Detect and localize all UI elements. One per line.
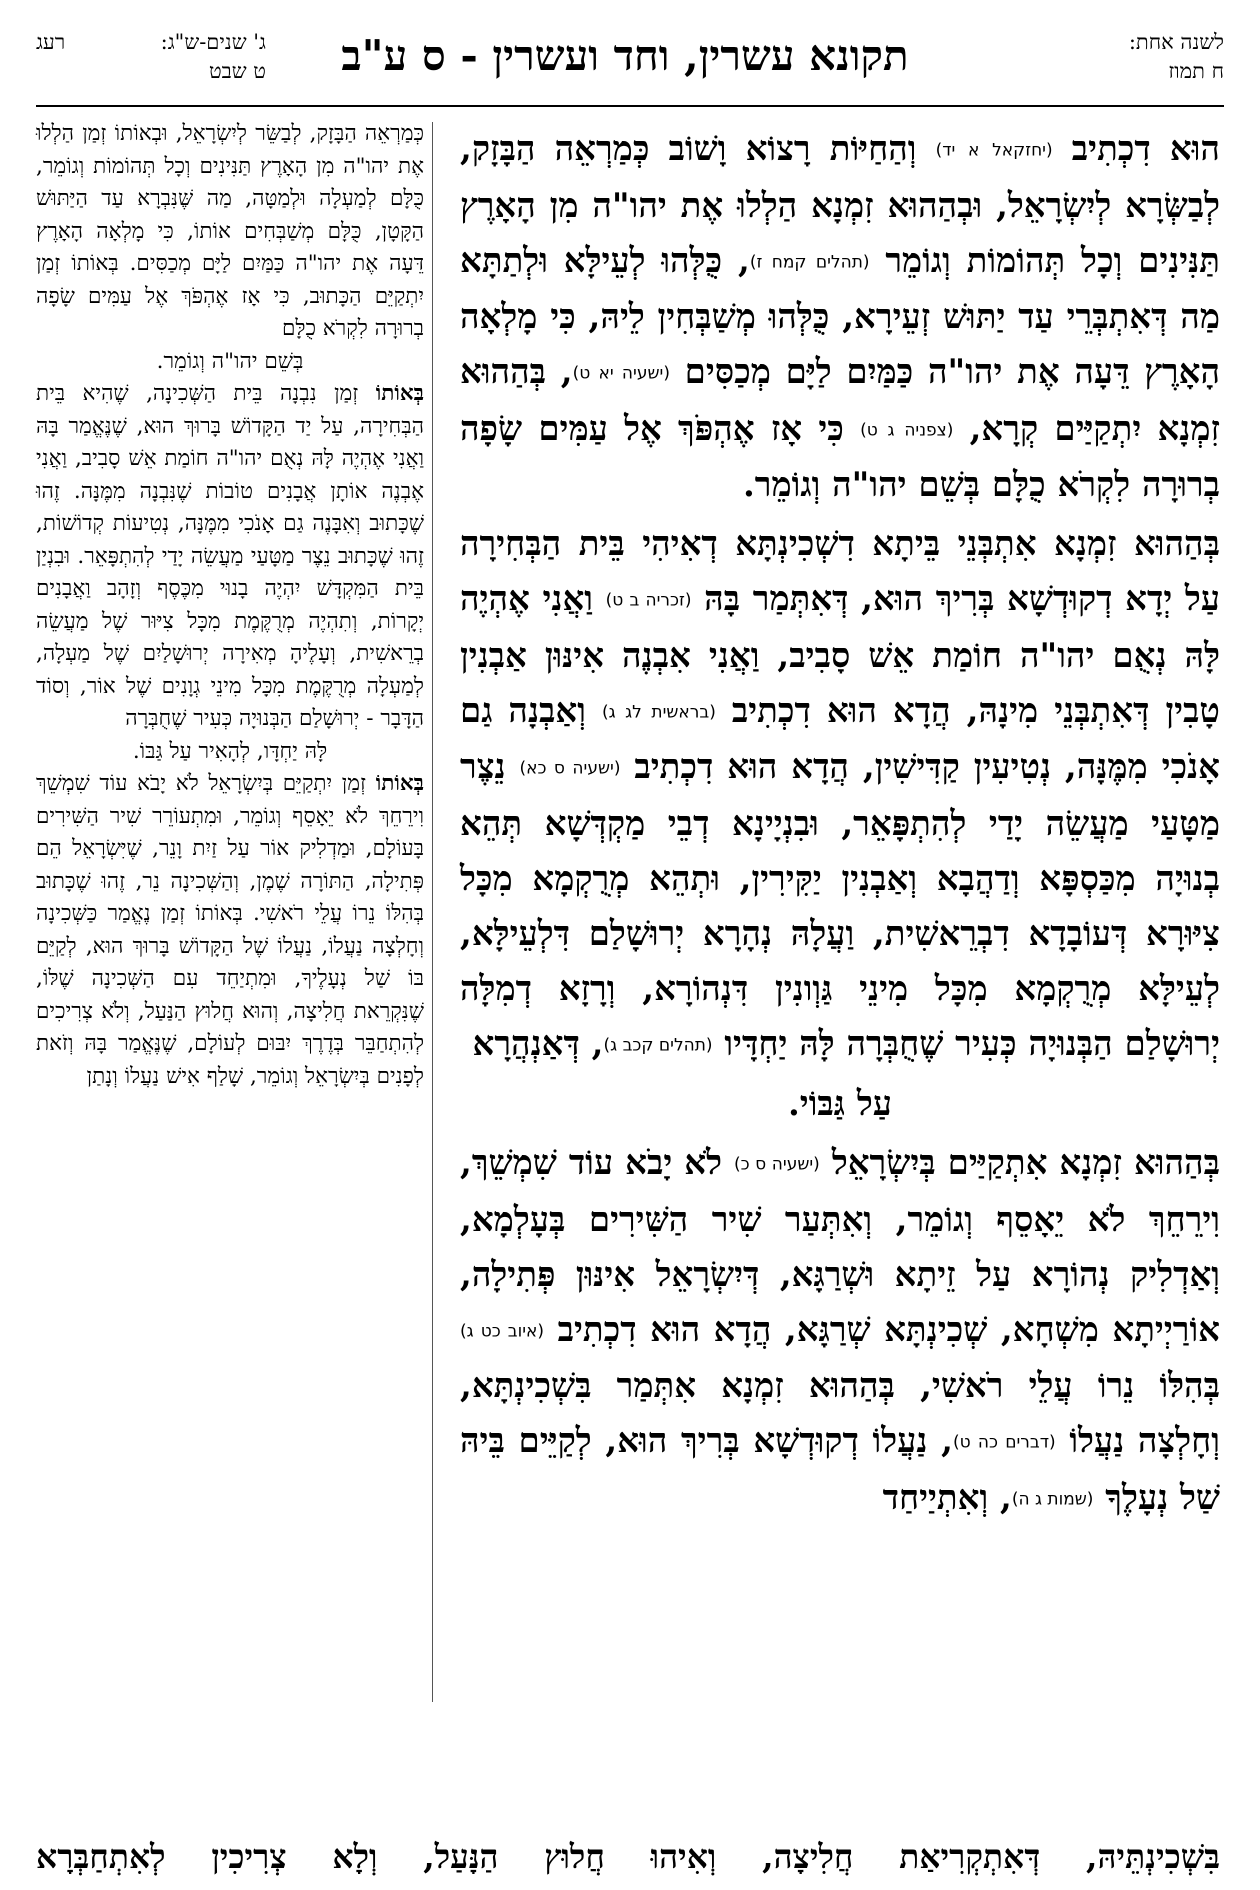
source-citation: (ישעיה יא ט) (572, 363, 670, 384)
one-year-cycle-date: ח תמוז (1168, 59, 1224, 83)
source-citation: (ישעיה ס כ) (734, 1154, 820, 1175)
header-divider (36, 105, 1224, 107)
translation-paragraph-2: בְּאוֹתוֹ זְמַן נִבְנָה בֵּית הַשְּׁכִינָה, שֶׁהִיא בֵּית הַבְּחִירָה, עַל יַד הַקָּדוֹשׁ בָּרוּךְ הוּא, שֶׁנֶּאֱמַר בָּהּ וַאֲנִי אֶהְיֶה לָּהּ נְאֻם יהו"ה חוֹמַת אֵשׁ סָבִיב, וַאֲנִי אֶבְנֶה אוֹתָן אֲבָנִים טוֹבוֹת שֶׁנִּבְנָה מִמֶּנָּה. זֶהוּ שֶׁכָּתוּב וְאִבָּנֶה גַם אָנֹכִי מִמֶּנָּה, נְטִיעוֹת קְדוֹשׁוֹת, זֶהוּ שֶׁכָּתוּב נֵצֶר מַטָּעַי מַעֲשֵׂה יָדַי לְהִתְפָּאֵר. וּבִנְיַן בֵּית הַמִּקְדָּשׁ יִהְיֶה בָנוּי מִכֶּסֶף וְזָהָב וַאֲבָנִים יְקָרוֹת, וְתִהְיֶה מְרֻקֶּמֶת מִכָּל צִיּוּר שֶׁל מַעֲשֵׂה בְרֵאשִׁית, וְעָלֶיהָ מְאִירָה יְרוּשָׁלַיִם שֶׁל מַעְלָה, לְמַעְלָה מְרֻקֶּמֶת מִכָּל מִינֵי גְוָנִים שֶׁל אוֹר, וְסוֹד הַדָּבָר - יְרוּשָׁלַם הַבְּנוּיָה כְּעִיר שֶׁחֻבְּרָה (36, 381, 424, 731)
source-citation: (צפניה ג ט) (860, 420, 954, 440)
translation-paragraph-2-tail: לָּהּ יַחְדָּו, לְהָאִיר עַל גַּבּוֹ. (132, 738, 328, 764)
translation-paragraph-1-tail: בְּשֵׁם יהו"ה וְגוֹמֵר. (156, 348, 304, 374)
header-right-dates (1034, 28, 1224, 86)
three-year-cycle-date: ט שבט (208, 59, 266, 83)
translation-paragraph-1: כְּמַרְאֵה הַבָּזָק, לְבַשֵּׂר לְיִשְׂרָאֵל, וּבְאוֹתוֹ זְמַן הַלְלוּ אֶת יהו"ה מִן הָאָרֶץ תַּנִּינִים וְכָל תְּהוֹמוֹת וְגוֹמֵר, כֻּלָּם לְמַעְלָה וּלְמַטָּה, מַה שֶּׁנִּבְרָא עַד הַיַּתּוּשׁ הַקָּטָן, כֻּלָּם מְשַׁבְּחִים אוֹתוֹ, כִּי מָלְאָה הָאָרֶץ דֵּעָה אֶת יהו"ה כַּמַּיִם לַיָּם מְכַסִּים. בְּאוֹתוֹ זְמַן יִתְקַיֵּם הַכָּתוּב, כִּי אָז אֶהְפֹּךְ אֶל עַמִּים שָׂפָה בְרוּרָה לִקְרֹא כֻלָּם (36, 121, 424, 341)
main-paragraph-2-tail: עַל גַּבּוֹי. (787, 1084, 893, 1124)
source-citation: (שמות ג ה) (1011, 1489, 1094, 1509)
source-citation: (תהלים קכב ג) (603, 1035, 713, 1055)
page-title: תקונא עשרין, וחד ועשרין - ס ע"ב (341, 31, 909, 80)
source-citation: (זכריה ב ט) (605, 590, 692, 611)
source-citation: (ישעיה ס כא) (519, 758, 621, 779)
main-paragraph-3: בְּהַהוּא זִמְנָא אִתְקַיַּים בְּיִשְׂרָאֵל (ישעיה ס כ) לֹא יָבֹא עוֹד שִׁמְשֵׁךְ, וִירֵחֵךְ לֹא יֵאָסֵף וְגוֹמֵר, וְאִתְּעַר שִׁיר הַשִּׁירִים בְּעָלְמָא, וְאַדְלִיק נְהוֹרָא עַל זֵיתָא וּשְׁרַגָּא, דְּיִשְׂרָאֵל אִינּוּן פְּתִילָה, אוֹרַיְיתָא מִשְׁחָא, שְׁכִינְתָּא שְׁרַגָּא, הֲדָא הוּא דִכְתִיב (איוב כט ג) בְּהִלּוֹ נֵרוֹ עֲלֵי רֹאשִׁי, בְּהַהוּא זִמְנָא אִתְּמַר בִּשְׁכִינְתָּא, וְחָלְצָה נַעֲלוֹ (דברים כה ט), נַעֲלוֹ דְקוּדְשָׁא בְּרִיךְ הוּא, לְקַיֵּים בֵּיהּ שַׁל נְעָלֶךָ (שמות ג ה), וְאִתְיַיחַד (460, 1143, 1220, 1518)
source-citation: (איוב כט ג) (460, 1321, 545, 1341)
one-year-cycle-label: לשנה אחת: (1128, 30, 1224, 54)
page-header (36, 20, 1224, 110)
source-citation: (יחזקאל א יד) (935, 140, 1053, 161)
paragraph-lead-word: בְּאוֹתוֹ (375, 381, 424, 406)
source-citation: (תהלים קמח ז) (749, 252, 870, 272)
three-year-cycle (161, 28, 266, 86)
translation-paragraph-3: בְּאוֹתוֹ זְמַן יִתְקַיֵּם בְּיִשְׂרָאֵל לֹא יָבֹא עוֹד שִׁמְשֵׁךְ וִירֵחֵךְ לֹא יֵאָסֵף וְגוֹמֵר, וּמִתְעוֹרֵר שִׁיר הַשִּׁירִים בָּעוֹלָם, וּמַדְלִיק אוֹר עַל זַיִת וָנֵר, שֶׁיִּשְׂרָאֵל הֵם פְּתִילָה, הַתּוֹרָה שֶׁמֶן, וְהַשְּׁכִינָה נֵר, זֶהוּ שֶׁכָּתוּב בְּהִלּוֹ נֵרוֹ עֲלֵי רֹאשִׁי. בְּאוֹתוֹ זְמַן נֶאֱמַר כַּשְּׁכִינָה וְחָלְצָה נַעֲלוֹ, נַעֲלוֹ שֶׁל הַקָּדוֹשׁ בָּרוּךְ הוּא, לְקַיֵּם בּוֹ שַׁל נְעָלֶיךָ, וּמִתְיַחֵד עִם הַשְּׁכִינָה שֶׁלּוֹ, שֶׁנִּקְרֵאת חֲלִיצָה, וְהוּא חֲלוּץ הַנַּעַל, וְלֹא צְרִיכִים לְהִתְחַבֵּר בְּדֶרֶךְ יִבּוּם לְעוֹלָם, שֶׁנֶּאֱמַר בָּהּ וְזֹאת לְפָנִים בְּיִשְׂרָאֵל וְגוֹמֵר, שָׁלַף אִישׁ נַעֲלוֹ וְנָתַן (36, 771, 424, 1089)
translation-column (36, 118, 424, 1708)
main-paragraph-2: בְּהַהוּא זִמְנָא אִתְבְּנֵי בֵּיתָא דִשְׁכִינְתָּא דְאִיהִי בֵּית הַבְּחִירָה עַל יְדָא דְקוּדְשָׁא בְּרִיךְ הוּא, דְּאִתְּמַר בָּהּ (זכריה ב ט) וַאֲנִי אֶהְיֶה לָּהּ נְאֻם יהו"ה חוֹמַת אֵשׁ סָבִיב, וַאֲנִי אִבְנֶה אִינּוּן אַבְנִין טָבִין דְּאִתְבְּנֵי מִינָהּ, הֲדָא הוּא דִכְתִיב (בראשית לג ג) וְאַבְנָה גַם אָנֹכִי מִמֶּנָּה, נְטִיעִין קַדִּישִׁין, הֲדָא הוּא דִכְתִיב (ישעיה ס כא) נֵצֶר מַטָּעַי מַעֲשֵׂה יָדַי לְהִתְפָּאֵר, וּבִנְיָינָא דְבֵי מַקְדְּשָׁא תְּהֵא בְנוּיָה מִכַּסְפָּא וְדַהֲבָא וְאַבְנִין יַקִּירִין, וּתְהֵא מְרֻקְמָא מִכָּל צִיּוּרָא דְּעוֹבָדָא דִבְרֵאשִׁית, וַעֲלָהּ נְהָרָא יְרוּשָׁלַם דִּלְעֵילָּא, לְעֵילָּא מְרֻקְמָא מִכָּל מִינֵי גַּוְונִין דִּנְהוֹרָא, וְרָזָא דְמִלָּה יְרוּשָׁלַם הַבְּנוּיָה כְּעִיר שֶׁחֻבְּרָה לָּהּ יַחְדָּיו (תהלים קכב ג), דְּאַנְהֲרָא (460, 524, 1221, 1064)
source-citation: (דברים כה ט) (952, 1432, 1056, 1453)
paragraph-lead-word: בְּאוֹתוֹ (375, 771, 424, 796)
three-year-cycle-label: ג' שנים-ש"ג: (160, 30, 266, 54)
full-width-bottom-line: בִּשְׁכִינְתֵּיהּ, דְּאִתְקְרִיאַת חֲלִיצָה, וְאִיהוּ חֲלוּץ הַנָּעַל, וְלָא צְרִיכִין לְאִתְחַבְּרָא (36, 1837, 1220, 1876)
column-divider (432, 122, 433, 1702)
main-text-column (460, 122, 1220, 1702)
source-citation: (בראשית לג ג) (601, 702, 716, 722)
page-number: רעג (36, 30, 66, 54)
main-paragraph-1: הוּא דִכְתִיב (יחזקאל א יד) וְהַחַיּוֹת רָצוֹא וָשׁוֹב כְּמַרְאֵה הַבָּזָק, לְבַשְּׂרָא לְיִשְׂרָאֵל, וּבְהַהוּא זִמְנָא הַלְלוּ אֶת יהו"ה מִן הָאָרֶץ תַּנִּינִים וְכָל תְּהוֹמוֹת וְגוֹמֵר (תהלים קמח ז), כֻּלְּהוּ לְעֵילָּא וּלְתַתָּא מַה דְּאִתְבְּרֵי עַד יַתּוּשׁ זְעֵירָא, כֻּלְּהוּ מְשַׁבְּחִין לֵיהּ, כִּי מָלְאָה הָאָרֶץ דֵּעָה אֶת יהו"ה כַּמַּיִם לַיָּם מְכַסִּים (ישעיה יא ט), בְּהַהוּא זִמְנָא יִתְקַיַּים קְרָא, (צפניה ג ט) כִּי אָז אֶהְפֹּךְ אֶל עַמִּים שָׂפָה בְרוּרָה לִקְרֹא כֻלָּם בְּשֵׁם יהו"ה וְגוֹמֵר. (460, 129, 1221, 505)
